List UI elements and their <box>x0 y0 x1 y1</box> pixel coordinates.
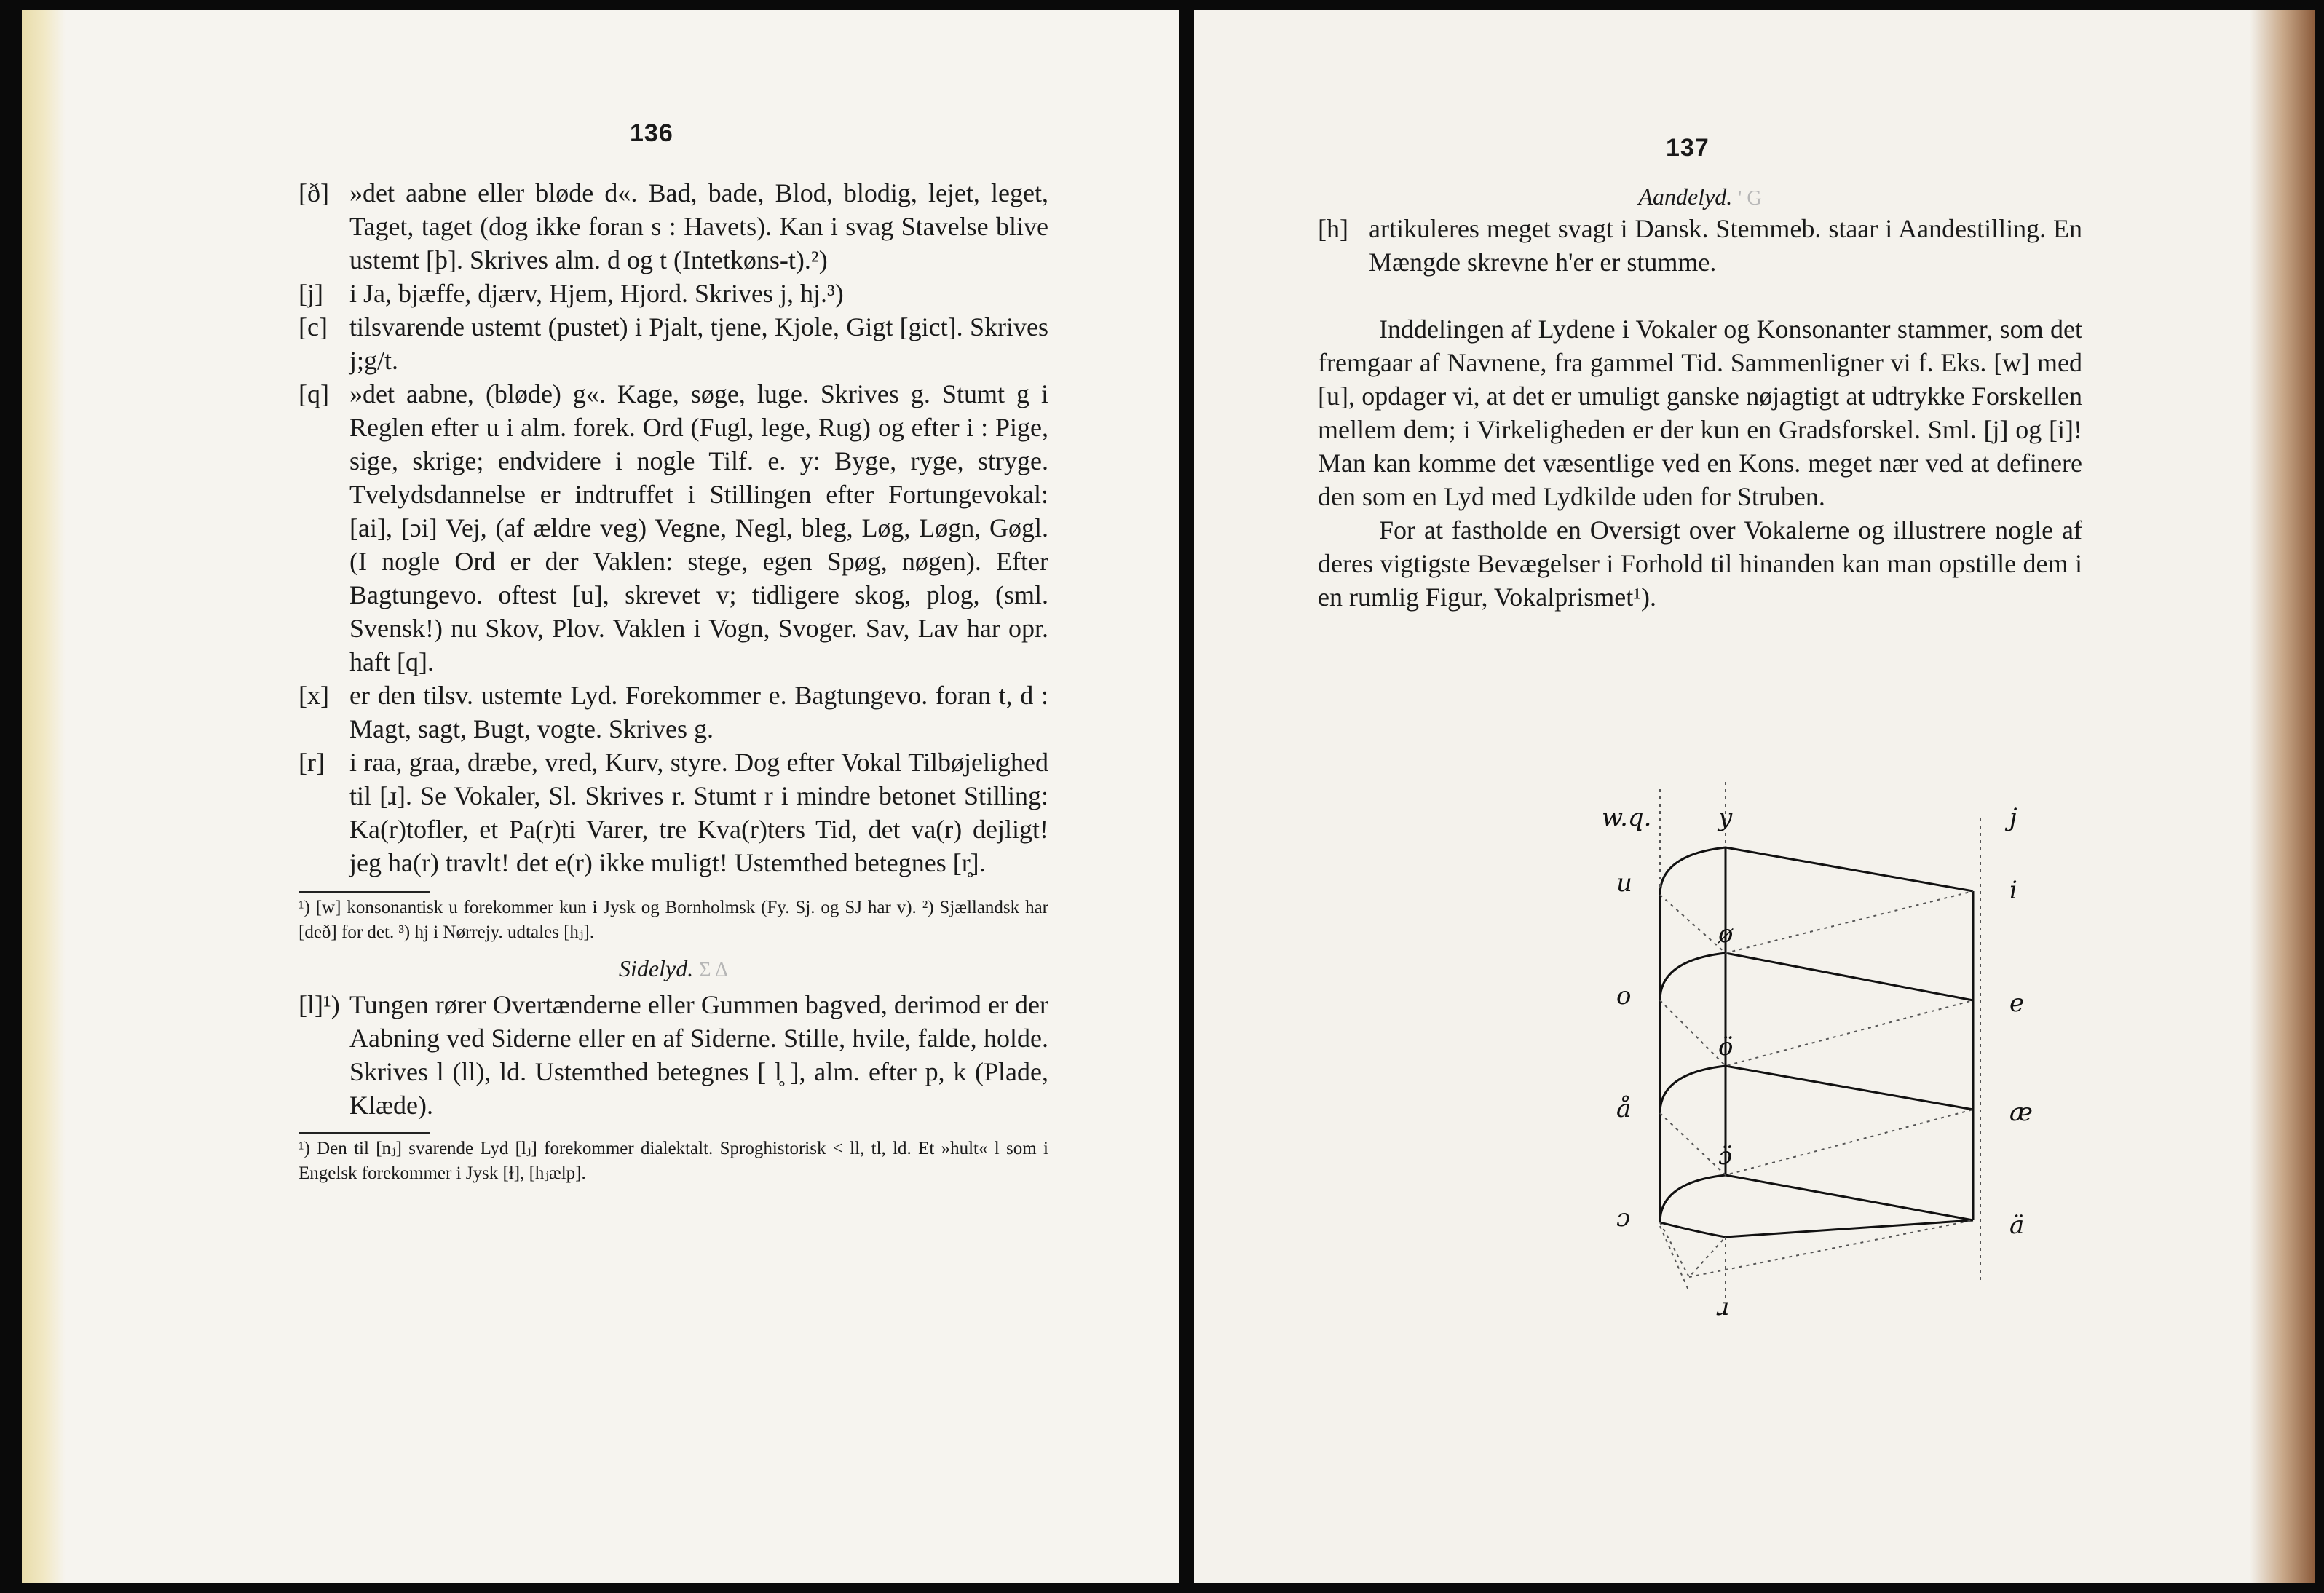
prism-top-front <box>1660 847 1973 895</box>
prism-dotted <box>1660 891 1973 953</box>
vowel-label: ö <box>1718 1032 1734 1062</box>
axis-dotted <box>1660 1226 1689 1292</box>
prism-dotted <box>1660 1000 1973 1066</box>
paragraph: Inddelingen af Lydene i Vokaler og Konsonanter stammer, som det fremgaar af Navnene, fra gammel Tid. Sammenligner vi f. Eks. [w] med [u], opdager vi, at det er umuligt ganske nøjagtigt at udtrykke Forskellen mellem dem; i Virkeligheden er der kun en Gradsforskel. Sml. [j] og [i]! Man kan komme det væsentlige ved en Kons. meget nær ved at definere den som en Lyd med Lydkilde uden for Struben. <box>1318 315 2082 511</box>
page-number: 136 <box>630 119 673 147</box>
right-text-block <box>1318 183 2082 614</box>
footnote-rule <box>299 891 430 893</box>
entry-text: i raa, graa, dræbe, vred, Kurv, styre. Dog efter Vokal Tilbøjelighed til [ɹ]. Se Vokaler, Sl. Skrives r. Stumt r i mindre betonet Stilling: Ka(r)tofler, et Pa(r)ti Varer, tre Kva(r)ters Tid, det va(r) dejligt! jeg ha(r) travlt! det e(r) ikke muligt! Ustemthed betegnes [r̥]. <box>349 748 1048 877</box>
prism-bottom-front <box>1660 1220 1973 1237</box>
pencil-annotation: ' G <box>1738 187 1762 210</box>
footnote: ¹) [w] konsonantisk u forekommer kun i Jysk og Bornholmsk (Fy. Sj. og SJ har v). ²) Sjællandsk har [deð] for det. ³) hj i Nørrejy. udtales [hⱼ]. <box>299 896 1048 945</box>
vowel-label: y <box>1718 803 1733 832</box>
vowel-label: e <box>2009 989 2025 1018</box>
phonetic-symbol: [r] <box>299 748 325 777</box>
phonetic-symbol: [q] <box>299 379 329 408</box>
right-page <box>1194 10 2315 1583</box>
sound-entry <box>299 310 1048 377</box>
entry-text: er den tilsv. ustemte Lyd. Forekommer e. Bagtungevo. foran t, d : Magt, sagt, Bugt, vogte. Skrives g. <box>349 681 1048 743</box>
sound-entry <box>299 679 1048 746</box>
phonetic-symbol: [x] <box>299 681 329 710</box>
vowel-label: ɹ <box>1717 1292 1730 1321</box>
entry-text: artikuleres meget svagt i Dansk. Stemmeb. staar i Aandestilling. En Mængde skrevne h'er er stumme. <box>1369 214 2082 277</box>
prism-dotted <box>1660 1220 1973 1277</box>
section-heading: Sidelyd. Σ Δ <box>619 955 728 981</box>
entry-text: tilsvarende ustemt (pustet) i Pjalt, tjene, Kjole, Gigt [gict]. Skrives j;g/t. <box>349 312 1048 375</box>
vowel-label: ø <box>1718 920 1734 949</box>
prism-dotted <box>1660 1110 1973 1175</box>
entry-text: »det aabne, (bløde) g«. Kage, søge, luge. Skrives g. Stumt g i Reglen efter u i alm. forek. Ord (Fugl, lege, Rug) og efter i : Pige, sige, skrige; endvidere i nogle Tilf. e. y: Byge, ryge, stryge. Tvelydsdannelse er indtruffet i Stillingen efter Fortungevokal: [ai], [ɔi] Vej, (af ældre veg) Vegne, Negl, bleg, Løg, Løgn, Gøgl. (I nogle Ord er der Vaklen: stege, egen Spøg, nøgen). Efter Bagtungevo. oftest [u], skrevet v; tidligere skog, plog, (sml. Svensk!) nu Skov, Plov. Vaklen i Vogn, Svoger. Sav, Lav har opr. haft [q]. <box>349 379 1048 676</box>
vowel-label: å <box>1616 1094 1632 1123</box>
sound-entry <box>299 176 1048 277</box>
left-page <box>22 10 1179 1583</box>
sound-entry <box>299 746 1048 879</box>
footnote: ¹) Den til [nⱼ] svarende Lyd [lⱼ] forekommer dialektalt. Sproghistorisk < ll, tl, ld. Et »hult« l som i Engelsk forekommer i Jysk [ɫ], [hⱼælp]. <box>299 1137 1048 1186</box>
phonetic-symbol: [j] <box>299 279 323 308</box>
footnote-rule <box>299 1132 430 1134</box>
sound-entry <box>1318 212 2082 279</box>
entry-text: »det aabne eller bløde d«. Bad, bade, Blod, blodig, lejet, leget, Taget, taget (dog ikke foran s : Havets). Kan i svag Stavelse blive ustemt [þ]. Skrives alm. d og t (Intetkøns-t).²) <box>349 178 1048 274</box>
entry-text: i Ja, bjæffe, djærv, Hjem, Hjord. Skrives j, hj.³) <box>349 279 844 308</box>
vowel-label: ä <box>2009 1211 2025 1240</box>
phonetic-symbol: [ð] <box>299 178 329 207</box>
vowel-label: o <box>1616 981 1632 1011</box>
sound-entry <box>299 277 1048 310</box>
pencil-annotation: Σ Δ <box>699 959 728 981</box>
vowel-label: ɔ <box>1616 1203 1631 1233</box>
vowel-label: j <box>2009 803 2017 832</box>
vowel-label: w.q. <box>1602 803 1652 832</box>
prism-level-3 <box>1660 1066 1973 1113</box>
vowel-label: u <box>1616 869 1632 898</box>
entry-text: Tungen rører Overtænderne eller Gummen bagved, derimod er der Aabning ved Siderne eller en af Siderne. Stille, hvile, falde, holde. Skrives l (ll), ld. Ustemthed betegnes [ l̥ ], alm. efter p, k (Plade, Klæde). <box>349 990 1048 1120</box>
prism-level-2 <box>1660 953 1973 1000</box>
page-number: 137 <box>1666 134 1710 162</box>
sound-entry <box>299 988 1048 1122</box>
vowel-prism-figure <box>1485 775 2141 1328</box>
sound-entry <box>299 377 1048 679</box>
paragraph: For at fastholde en Oversigt over Vokalerne og illustrere nogle af deres vigtigste Bevægelser i Forhold til hinanden kan man opstille dem i en rumlig Figur, Vokalprismet¹). <box>1318 515 2082 612</box>
phonetic-symbol: [h] <box>1318 214 1348 243</box>
prism-bottom <box>1660 1175 1973 1222</box>
entry-list <box>299 176 1048 1186</box>
phonetic-symbol: [l]¹) <box>299 990 340 1019</box>
vowel-label: i <box>2009 876 2017 905</box>
phonetic-symbol: [c] <box>299 312 328 341</box>
vowel-label: ɔ̈ <box>1718 1142 1733 1171</box>
vowel-label: æ <box>2009 1098 2033 1127</box>
section-heading: Aandelyd. ' G <box>1638 183 1762 210</box>
